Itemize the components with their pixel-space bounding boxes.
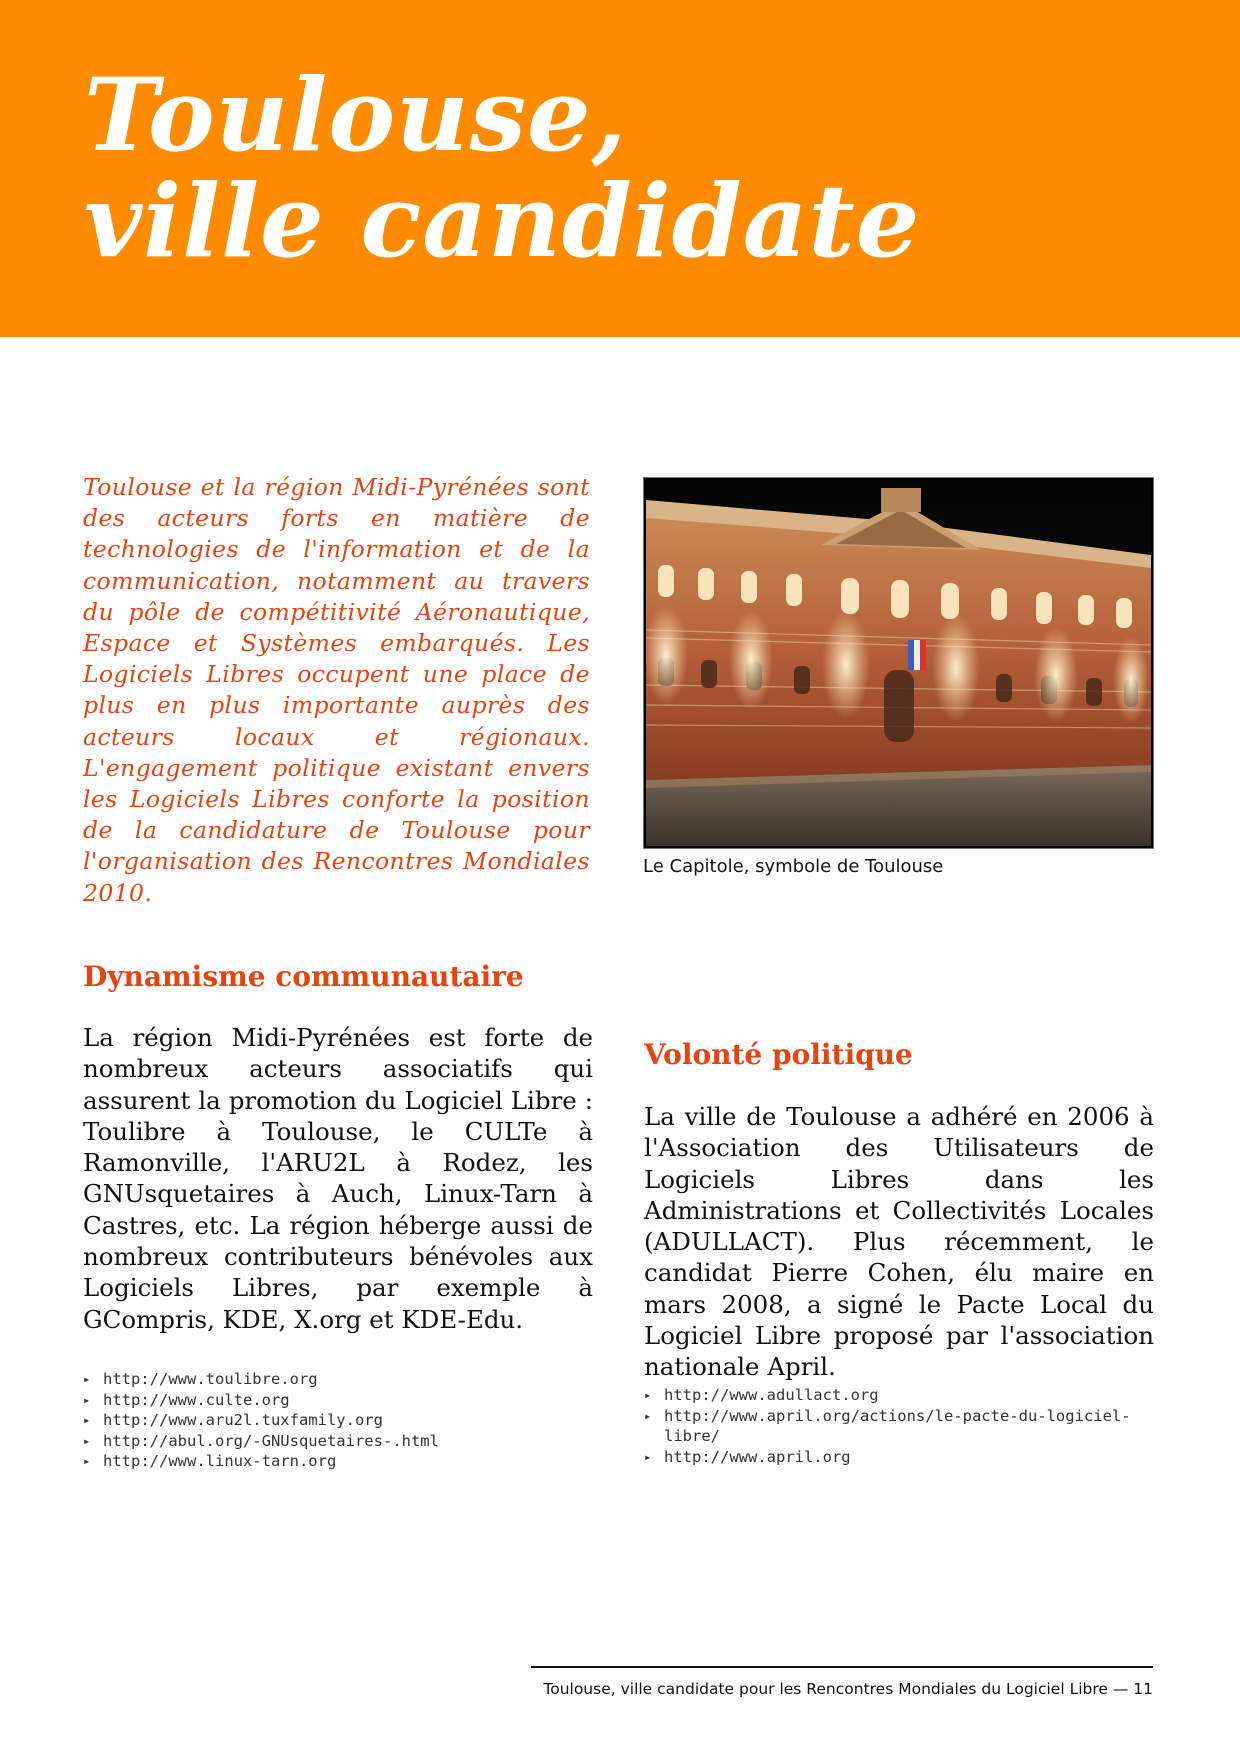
link-item[interactable]: ▸ http://abul.org/-GNUsquetaires-.html [83,1431,439,1452]
link-item[interactable]: ▸ http://www.adullact.org [644,1385,1164,1406]
title-banner [0,0,1240,337]
link-item[interactable]: ▸ http://www.linux-tarn.org [83,1451,439,1472]
section-text-dynamisme: La région Midi-Pyrénées est forte de nombreux acteurs associatifs qui assurent la promotion du Logiciel Libre : Toulibre à Toulouse, le CULTe à Ramonville, l'ARU2L à Rodez, les GNUsquetaires à Auch, Linux-Tarn à Castres, etc. La région héberge aussi de nombreux contributeurs bénévoles aux Logiciels Libres, par exemple à GCompris, KDE, X.org et KDE-Edu. [83,1023,593,1334]
page-footer: Toulouse, ville candidate pour les Rencontres Mondiales du Logiciel Libre — 11 [543,1680,1153,1698]
capitole-photo-illustration [646,480,1151,846]
section-title-volonte: Volonté politique [644,1038,913,1071]
link-item[interactable]: ▸ http://www.aru2l.tuxfamily.org [83,1410,439,1431]
page-title-line-1: Toulouse, [84,56,628,174]
page-title-line-2: ville candidate [84,162,921,280]
intro-paragraph: Toulouse et la région Midi-Pyrénées sont des acteurs forts en matière de technologies de l'information et de la communication, notamment au travers du pôle de compétitivité Aéronautique, Espace et Systèmes embarqués. Les Logiciels Libres occupent une place de plus en plus importante auprès des acteurs locaux et régionaux. L'engagement politique existant envers les Logiciels Libres conforte la position de la candidature de Toulouse pour l'organisation des Rencontres Mondiales 2010. [83,473,590,907]
link-item[interactable]: ▸ http://www.culte.org [83,1390,439,1411]
page-title [84,56,921,280]
footer-divider [531,1666,1153,1668]
photo-caption: Le Capitole, symbole de Toulouse [643,856,944,877]
section-title-dynamisme: Dynamisme communautaire [83,960,524,993]
link-list-volonte [644,1385,1164,1467]
link-list-dynamisme [83,1369,439,1472]
capitole-photo [644,478,1153,848]
link-item[interactable]: ▸ http://www.april.org [644,1447,1164,1468]
link-item[interactable]: ▸ http://www.april.org/actions/le-pacte-du-logiciel-libre/ [644,1406,1164,1447]
section-text-volonte: La ville de Toulouse a adhéré en 2006 à l'Association des Utilisateurs de Logiciels Libres dans les Administrations et Collectivités Locales (ADULLACT). Plus récemment, le candidat Pierre Cohen, élu maire en mars 2008, a signé le Pacte Local du Logiciel Libre proposé par l'association nationale April. [644,1102,1154,1382]
link-item[interactable]: ▸ http://www.toulibre.org [83,1369,439,1390]
